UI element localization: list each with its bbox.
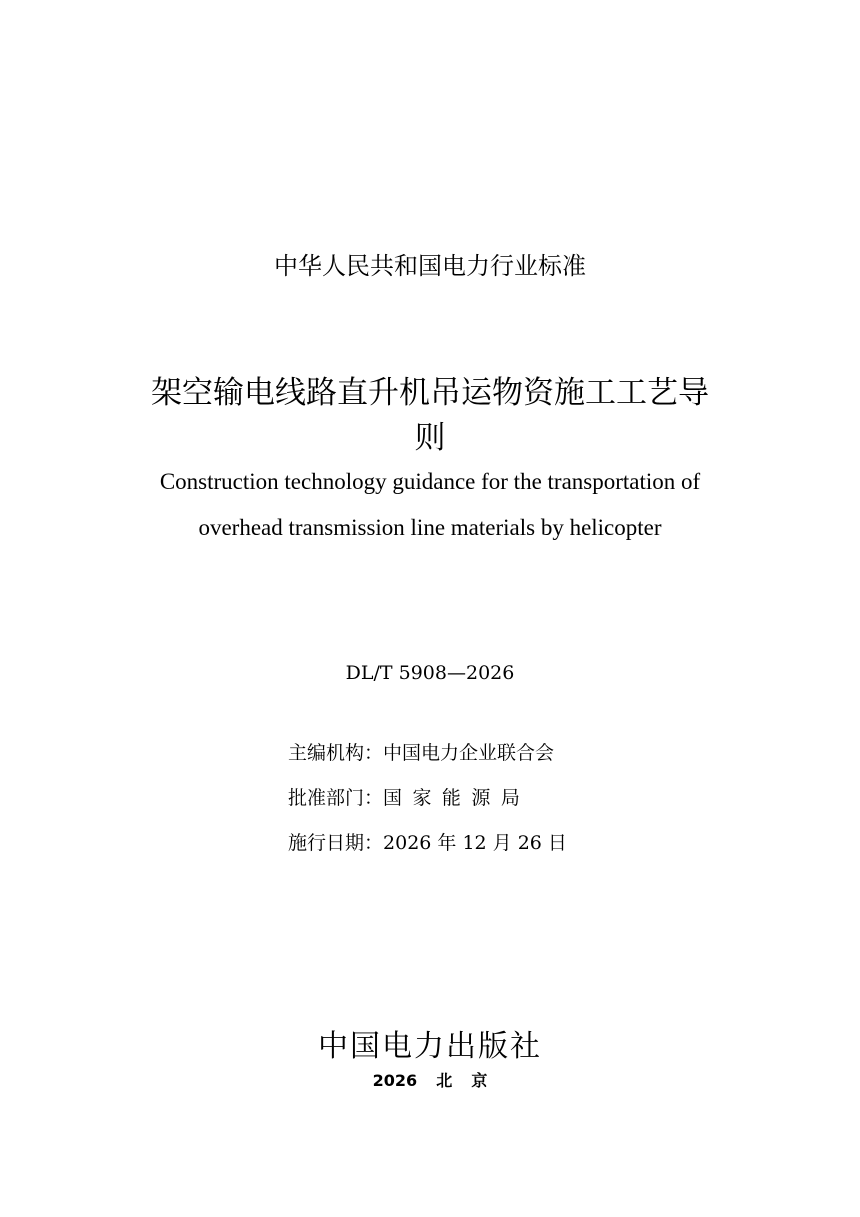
approver-label: 批准部门： xyxy=(288,787,384,809)
publisher-year-place: 2026 北 京 xyxy=(372,1071,488,1090)
title-cn-line2: 则 xyxy=(414,420,446,456)
standard-type: 中华人民共和国电力行业标准 xyxy=(274,252,586,280)
effective-value: 2026 年 12 月 26 日 xyxy=(383,832,567,854)
effective-date-row xyxy=(288,830,768,856)
editor-row xyxy=(288,740,768,766)
editor-label: 主编机构： xyxy=(288,742,384,764)
approver-row xyxy=(288,785,768,811)
effective-label: 施行日期： xyxy=(288,832,384,854)
standard-number: DL/T 5908—2026 xyxy=(345,662,515,684)
title-en-line1: Construction technology guidance for the transportation of xyxy=(159,469,701,494)
title-cn-line1: 架空输电线路直升机吊运物资施工工艺导 xyxy=(151,375,709,411)
approver-value: 国家能源局 xyxy=(383,787,531,809)
title-en-line2: overhead transmission line materials by helicopter xyxy=(198,515,662,540)
publisher-name: 中国电力出版社 xyxy=(318,1029,542,1064)
editor-value: 中国电力企业联合会 xyxy=(383,742,555,764)
